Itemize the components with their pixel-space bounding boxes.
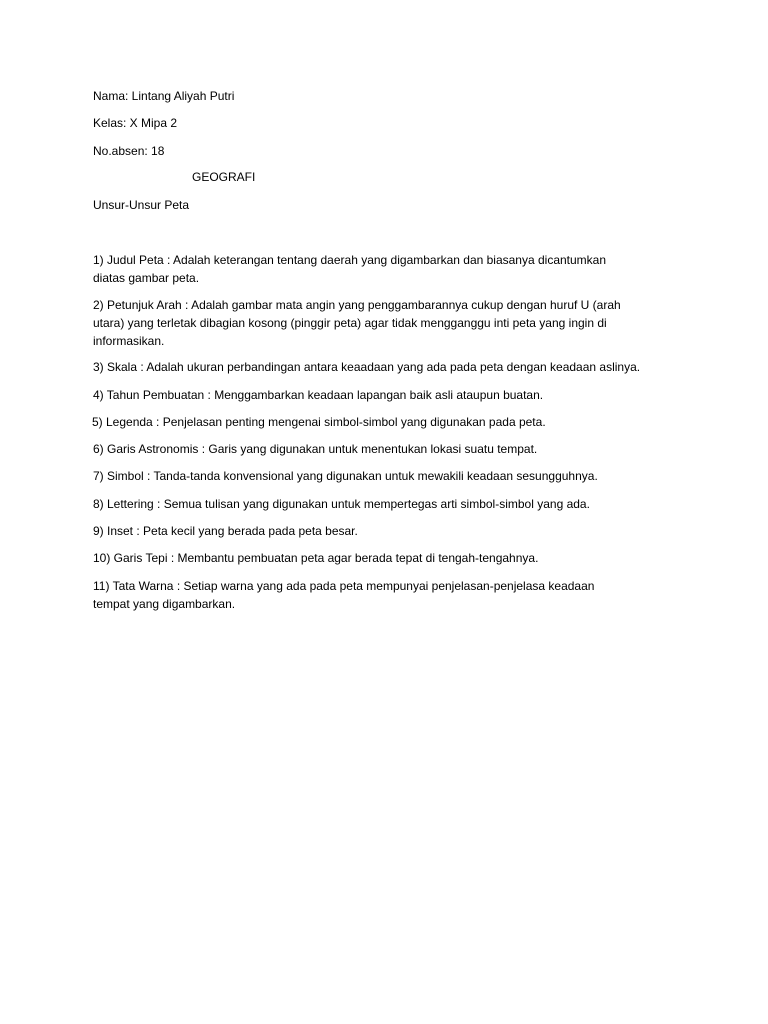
list-item-line: tempat yang digambarkan. bbox=[93, 597, 236, 611]
list-item bbox=[93, 440, 693, 458]
list-item bbox=[93, 467, 693, 485]
list-item-line: 2) Petunjuk Arah : Adalah gambar mata angin yang penggambarannya cukup dengan huruf U (arah bbox=[93, 298, 621, 312]
list-item bbox=[93, 522, 693, 540]
list-item-line: diatas gambar peta. bbox=[93, 271, 200, 285]
list-item-line: 4) Tahun Pembuatan : Menggambarkan keadaan lapangan baik asli ataupun buatan. bbox=[93, 388, 544, 402]
student-name: Nama: Lintang Aliyah Putri bbox=[93, 89, 235, 103]
list-item-line: 7) Simbol : Tanda-tanda konvensional yang digunakan untuk mewakili keadaan sesungguhnya. bbox=[93, 469, 598, 483]
list-item-line: 6) Garis Astronomis : Garis yang digunakan untuk menentukan lokasi suatu tempat. bbox=[93, 442, 538, 456]
subject-title: GEOGRAFI bbox=[192, 170, 256, 184]
list-item bbox=[93, 495, 693, 513]
list-item-line: 8) Lettering : Semua tulisan yang digunakan untuk mempertegas arti simbol-simbol yang ada. bbox=[93, 497, 590, 511]
list-item-line: 3) Skala : Adalah ukuran perbandingan antara keaadaan yang ada pada peta dengan keadaan aslinya. bbox=[93, 360, 641, 374]
list-item bbox=[93, 549, 693, 567]
list-item-line: 10) Garis Tepi : Membantu pembuatan peta agar berada tepat di tengah-tengahnya. bbox=[93, 551, 539, 565]
list-item bbox=[93, 577, 693, 613]
list-item-line: informasikan. bbox=[93, 334, 165, 348]
list-item bbox=[93, 358, 693, 376]
topic-heading: Unsur-Unsur Peta bbox=[93, 198, 190, 212]
student-absen-number: No.absen: 18 bbox=[93, 144, 165, 158]
list-item-line: 1) Judul Peta : Adalah keterangan tentang daerah yang digambarkan dan biasanya dicantumkan bbox=[93, 253, 607, 267]
student-class: Kelas: X Mipa 2 bbox=[93, 116, 178, 130]
list-item bbox=[93, 296, 693, 350]
list-item-line: 9) Inset : Peta kecil yang berada pada peta besar. bbox=[93, 524, 358, 538]
list-item bbox=[93, 251, 693, 287]
list-item-line: 11) Tata Warna : Setiap warna yang ada pada peta mempunyai penjelasan-penjelasa keadaan bbox=[93, 579, 595, 593]
list-item-line: utara) yang terletak dibagian kosong (pinggir peta) agar tidak mengganggu inti peta yang ingin di bbox=[93, 316, 607, 330]
list-item-line: 5) Legenda : Penjelasan penting mengenai simbol-simbol yang digunakan pada peta. bbox=[92, 415, 546, 429]
list-item bbox=[93, 386, 693, 404]
list-item bbox=[92, 413, 692, 431]
